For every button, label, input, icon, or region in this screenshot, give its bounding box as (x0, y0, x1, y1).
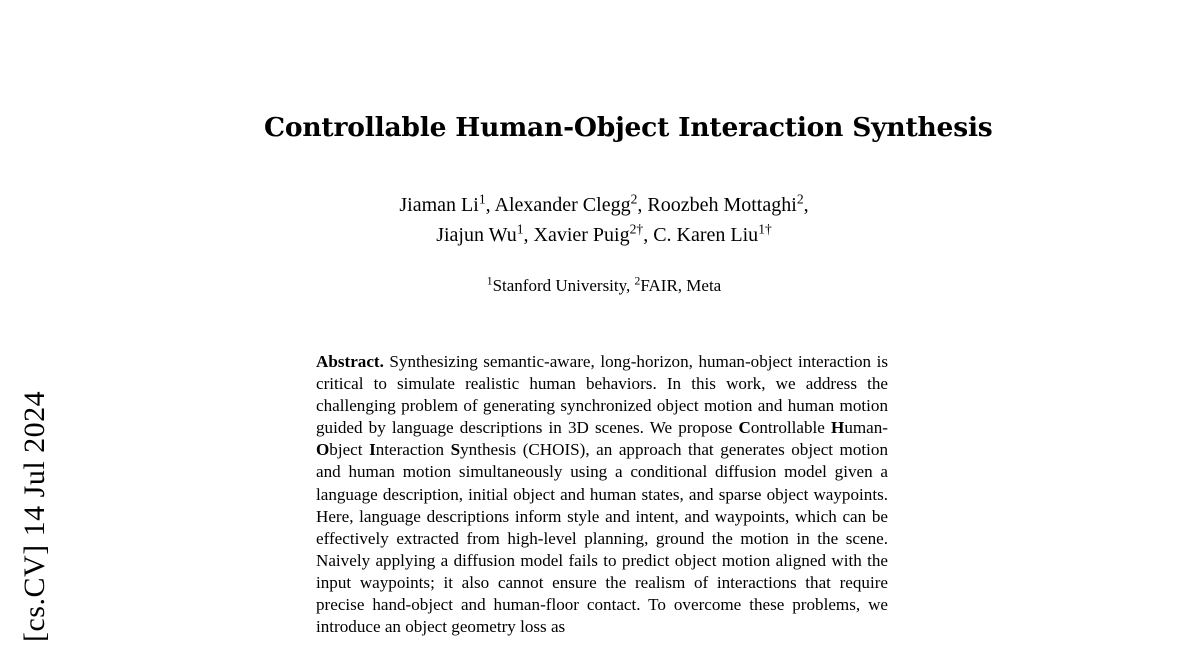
author-name: , C. Karen Liu (643, 223, 759, 246)
paper-content (264, 0, 993, 648)
abstract-text: bject (329, 440, 370, 460)
author-line-1 (264, 190, 944, 220)
abstract-text: nteraction (375, 440, 451, 460)
abstract-heading: Abstract. (316, 351, 384, 371)
author-list (264, 190, 944, 250)
abstract-text: Synthesizing semantic-aware, long-horizon, human-object interaction is critical to simulate realistic human behaviors. In this work, we address the challenging problem of generating synchronized object motion and human motion guided by language descriptions in 3D scenes. We propose (316, 351, 888, 438)
author-name: Jiaman Li (399, 193, 479, 216)
author-name: Jiajun Wu (436, 223, 517, 246)
abstract-acronym-letter: S (450, 440, 461, 460)
author-line-2 (264, 220, 944, 250)
abstract-acronym-letter: O (316, 440, 330, 460)
author-name: , Xavier Puig (523, 223, 630, 246)
affiliation-name-1: Stanford University, (492, 275, 635, 295)
abstract-acronym-letter: I (369, 440, 376, 460)
abstract-text: ynthesis (CHOIS), an approach that generates object motion and human motion simultaneously using a conditional diffusion model given a language description, initial object and human states, and sparse object waypoints. Here, language descriptions inform style and intent, and waypoints, which can be effectively extracted from high-level planning, ground the motion in the scene. Naively applying a diffusion model fails to predict object motion aligned with the input waypoints; it also cannot ensure the realism of interactions that require precise hand-object and human-floor contact. To overcome these problems, we introduce an object geometry loss as (316, 440, 888, 637)
author-affiliation-marker: 1† (758, 221, 772, 237)
abstract-text: ontrollable (750, 418, 832, 438)
author-affiliation-marker: 2 (796, 191, 804, 207)
abstract-text: uman- (844, 418, 888, 438)
author-affiliation-marker: 2 (630, 191, 638, 207)
abstract-acronym-letter: H (831, 418, 845, 438)
author-name: , Roozbeh Mottaghi (637, 193, 797, 216)
affiliation-name-2: FAIR, Meta (640, 275, 722, 295)
author-affiliation-marker: 1 (516, 221, 524, 237)
page-title: Controllable Human-Object Interaction Synthesis (264, 112, 993, 143)
author-separator: , (803, 193, 809, 216)
author-name: , Alexander Clegg (485, 193, 631, 216)
affiliation-marker-1: 1 (486, 274, 493, 288)
affiliation-line (264, 276, 944, 296)
author-affiliation-marker: 2† (629, 221, 644, 237)
abstract-acronym-letter: C (738, 418, 751, 438)
author-affiliation-marker: 1 (478, 191, 486, 207)
affiliation-marker-2: 2 (634, 274, 641, 288)
arxiv-sidebar-stamp: [cs.CV] 14 Jul 2024 (18, 390, 51, 642)
abstract-paragraph (316, 351, 888, 639)
